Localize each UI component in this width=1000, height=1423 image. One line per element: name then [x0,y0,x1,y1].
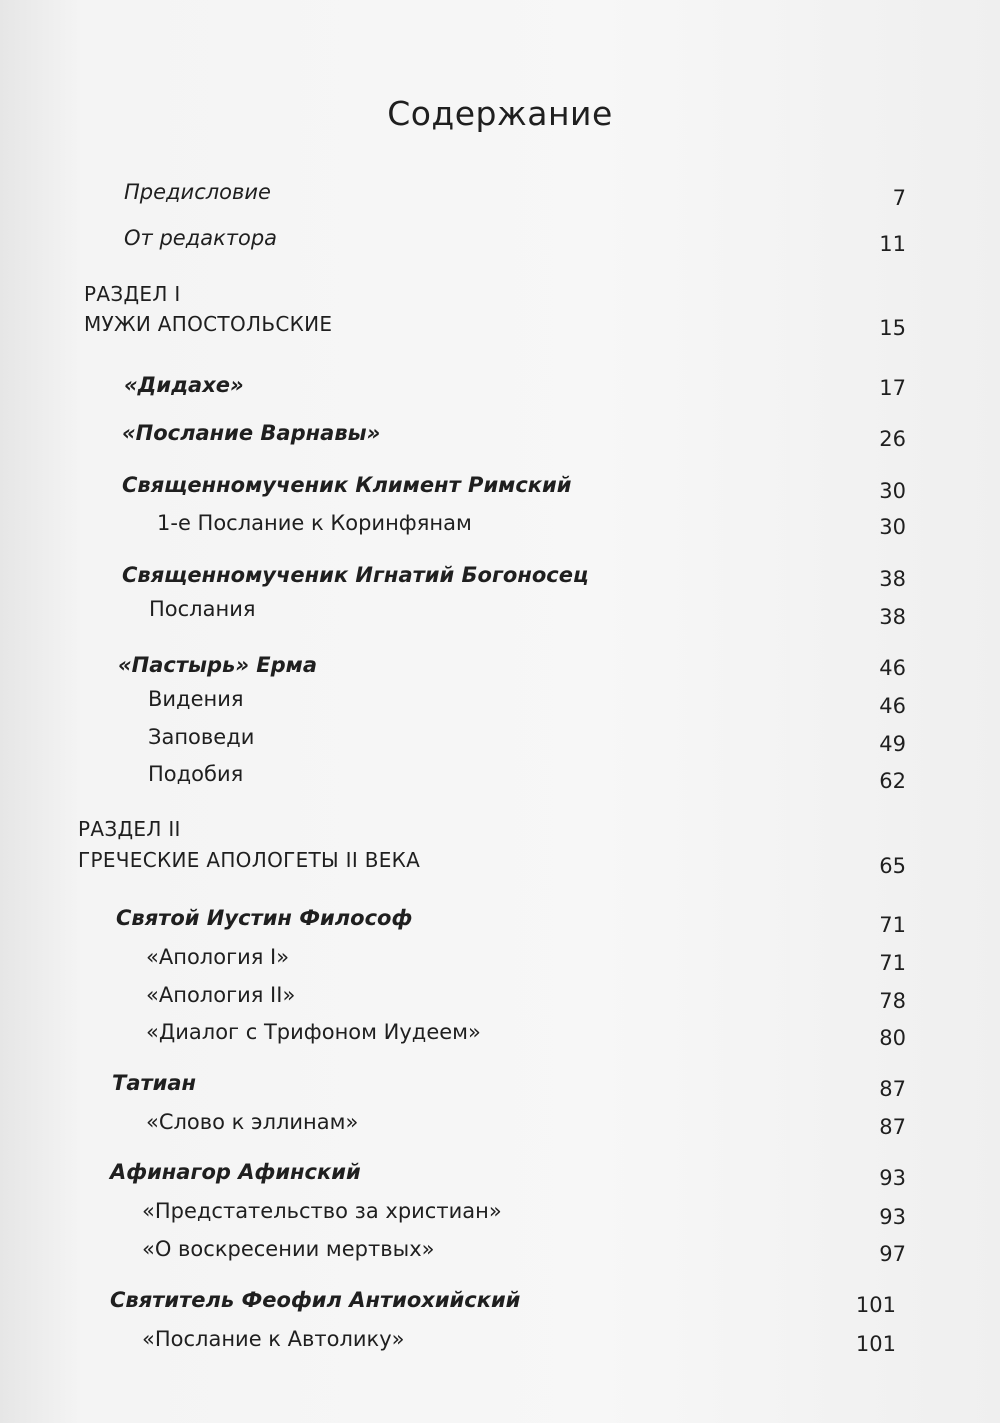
toc-entry-page: 65 [879,854,906,878]
toc-entry-page: 93 [879,1166,906,1190]
toc-entry-text: Священномученик Игнатий Богоносец [122,563,589,587]
toc-entry-page: 62 [879,769,906,793]
toc-entry-page: 87 [879,1115,906,1139]
toc-entry-page: 101 [855,1332,896,1356]
toc-entry-page: 30 [879,515,906,539]
toc-entry-page: 71 [879,951,906,975]
toc-entry-text: Татиан [112,1071,197,1095]
toc-entry-text: Послания [149,597,256,621]
toc-entry-text: «Предстательство за христиан» [142,1199,502,1223]
page-title: Содержание [387,94,613,133]
toc-entry-page: 30 [879,479,906,503]
toc-entry-text: Святой Иустин Философ [116,906,413,930]
toc-entry-text: «Дидахе» [124,373,244,397]
toc-entry-page: 38 [879,605,906,629]
toc-entry-text: «Диалог с Трифоном Иудеем» [146,1020,481,1044]
toc-entry-page: 80 [879,1026,906,1050]
section-heading: РАЗДЕЛ I [84,282,181,306]
toc-entry-page: 11 [879,232,906,256]
toc-entry-page: 97 [879,1242,906,1266]
toc-entry-page: 87 [879,1077,906,1101]
toc-entry-text: Заповеди [148,725,255,749]
toc-entry-text: «Апология I» [146,945,290,969]
toc-entry-page: 78 [879,989,906,1013]
toc-entry-page: 17 [879,376,906,400]
section-heading: РАЗДЕЛ II [78,817,181,841]
toc-entry-text: «О воскресении мертвых» [142,1237,435,1261]
toc-entry-text: Священномученик Климент Римский [122,473,572,497]
toc-entry-text: «Апология II» [146,983,296,1007]
toc-entry-text: «Слово к эллинам» [146,1110,359,1134]
toc-entry-text: Видения [148,687,244,711]
toc-entry-page: 71 [879,913,906,937]
section-heading: ГРЕЧЕСКИЕ АПОЛОГЕТЫ II ВЕКА [78,848,421,872]
toc-entry-page: 49 [879,732,906,756]
toc-entry-text: Афинагор Афинский [110,1160,361,1184]
toc-entry-page: 26 [879,427,906,451]
toc-entry-text: 1-е Послание к Коринфянам [157,511,472,535]
toc-entry-page: 101 [855,1293,896,1317]
toc-entry-text: «Пастырь» Ерма [118,653,317,677]
toc-entry-text: «Послание к Автолику» [142,1327,405,1351]
section-heading: МУЖИ АПОСТОЛЬСКИЕ [84,312,333,336]
toc-entry-page: 7 [892,186,906,210]
toc-entry-page: 15 [879,316,906,340]
toc-entry-text: От редактора [124,226,278,250]
toc-entry-text: «Послание Варнавы» [122,421,381,445]
toc-entry-text: Предисловие [124,180,271,204]
toc-entry-page: 38 [879,567,906,591]
toc-entry-text: Святитель Феофил Антиохийский [110,1288,521,1312]
toc-entry-page: 46 [879,656,906,680]
toc-entry-text: Подобия [148,762,244,786]
toc-entry-page: 93 [879,1205,906,1229]
toc-entry-page: 46 [879,694,906,718]
